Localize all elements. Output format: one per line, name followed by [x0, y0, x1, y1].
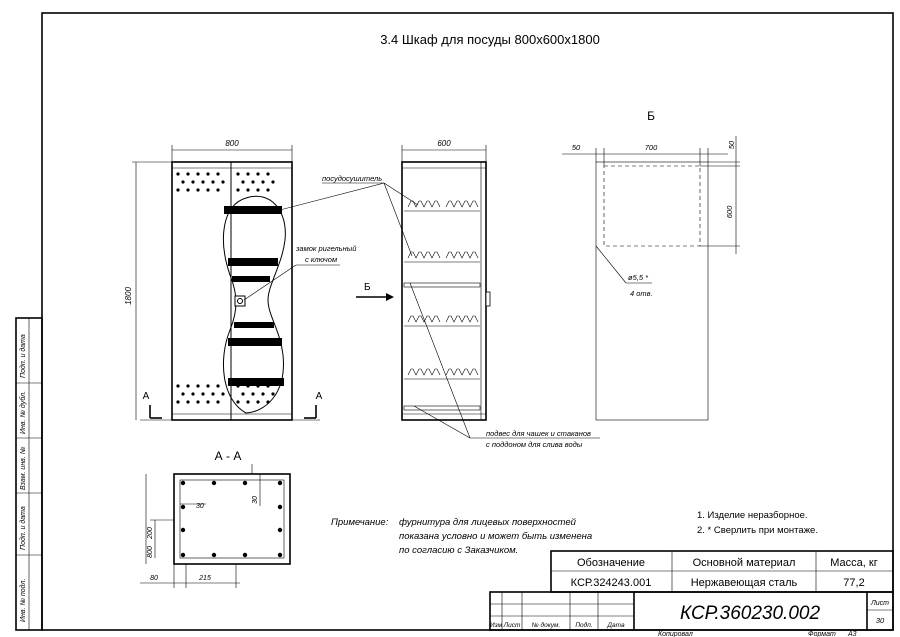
view-b-dim-width: 700	[644, 143, 658, 152]
fastener-dot	[278, 481, 282, 485]
tb-col-date: Дата	[607, 622, 625, 629]
lock-icon	[235, 296, 245, 306]
callout-shelf-line1: подвес для чашек и стаканов	[486, 429, 591, 438]
stamp-text-1: Подп. и дата	[20, 334, 27, 378]
section-mark-right: А	[315, 391, 323, 402]
spec-header-material: Основной материал	[692, 557, 796, 569]
front-width-dim: 800	[225, 139, 239, 148]
perforation-dot	[216, 172, 219, 175]
spec-cell-material: Нержавеющая сталь	[690, 577, 798, 589]
view-arrow-label: Б	[364, 282, 371, 293]
perforation-dot	[211, 392, 214, 395]
perforation-dot	[176, 188, 179, 191]
stamp-text-2: Инв. № дубл.	[20, 390, 27, 434]
callout-lock-line2: с ключом	[305, 255, 338, 264]
perforation-dot	[266, 188, 269, 191]
perforation-dot	[186, 172, 189, 175]
drainer-wire	[446, 201, 478, 207]
perforation-dot	[216, 384, 219, 387]
perforation-dot	[256, 400, 259, 403]
view-b-label: Б	[647, 109, 655, 123]
title-block	[490, 592, 893, 637]
view-b	[562, 109, 740, 420]
fastener-dot	[212, 553, 216, 557]
perforation-dot	[221, 392, 224, 395]
hole-count: 4 отв.	[630, 289, 653, 298]
callout-lock-line1: замок ригельный	[296, 244, 357, 253]
perforation-dot	[206, 384, 209, 387]
stamp-text-5: Инв. № подл.	[20, 578, 27, 622]
perforation-dot	[236, 400, 239, 403]
fastener-dot	[181, 553, 185, 557]
perforation-dot	[261, 392, 264, 395]
drainer-wire	[446, 316, 478, 322]
stamp-text-4: Подп. и дата	[20, 506, 27, 550]
spec-table	[551, 551, 893, 592]
perforation-dot	[236, 188, 239, 191]
perforation-dot	[181, 180, 184, 183]
spec-header-mass: Масса, кг	[830, 557, 878, 569]
perforation-dot	[186, 384, 189, 387]
view-b-dim-right: 50	[727, 140, 736, 150]
requirement-1: 1. Изделие неразборное.	[697, 510, 808, 521]
requirement-2: 2. * Сверлить при монтаже.	[697, 525, 818, 536]
spec-header-designation: Обозначение	[576, 557, 646, 569]
perforation-dot	[271, 180, 274, 183]
drainer-wire	[408, 252, 440, 258]
tb-col-sign: Подп.	[575, 622, 593, 629]
fastener-dot	[212, 481, 216, 485]
perforation-dot	[186, 188, 189, 191]
section-dim-800: 800	[147, 546, 154, 558]
perforation-dot	[176, 172, 179, 175]
note-line-2: показана условно и может быть изменена	[399, 531, 593, 542]
perforation-dot	[211, 180, 214, 183]
section-dim-200: 200	[147, 527, 154, 539]
perforation-dot	[201, 180, 204, 183]
spec-cell-designation: КСР.324243.001	[570, 577, 652, 589]
perforation-dot	[196, 172, 199, 175]
perforation-dot	[256, 172, 259, 175]
view-b-dim-left: 50	[571, 143, 581, 152]
drainer-wire	[446, 252, 478, 258]
perforation-dot	[206, 188, 209, 191]
perforation-dot	[251, 180, 254, 183]
perforation-dot	[246, 188, 249, 191]
note-block	[331, 517, 592, 556]
perforation-dot	[261, 180, 264, 183]
perforation-dot	[176, 400, 179, 403]
drainer-wire	[446, 369, 478, 375]
section-mark-left: А	[142, 391, 150, 402]
fastener-dot	[243, 553, 247, 557]
callout-drainer: посудосушитель	[322, 174, 383, 183]
perforation-dot	[256, 188, 259, 191]
perforation-dot	[251, 392, 254, 395]
side-stamp-column	[16, 318, 42, 630]
side-depth-dim: 600	[437, 139, 451, 148]
side-view	[244, 139, 600, 449]
perforation-dot	[196, 188, 199, 191]
view-b-dim-height: 600	[725, 205, 734, 219]
stamp-text-3: Взам. инв. №	[20, 446, 27, 490]
perforation-dot	[241, 392, 244, 395]
fastener-dot	[181, 528, 185, 532]
section-aa	[140, 449, 290, 588]
perforation-dot	[246, 400, 249, 403]
front-view	[124, 139, 323, 420]
tb-format-value: А3	[848, 631, 857, 637]
perforation-dot	[206, 400, 209, 403]
perforation-dot	[191, 392, 194, 395]
perforation-dot	[241, 180, 244, 183]
fastener-dot	[278, 553, 282, 557]
drainer-wire	[408, 369, 440, 375]
fastener-dot	[278, 505, 282, 509]
section-dim-30-h: 30	[196, 503, 204, 510]
fastener-dot	[278, 528, 282, 532]
perforation-dot	[196, 400, 199, 403]
perforation-dot	[246, 172, 249, 175]
perforation-dot	[206, 172, 209, 175]
spec-cell-mass: 77,2	[843, 577, 865, 589]
tb-designation: КСР.360230.002	[679, 603, 821, 624]
tb-sheet-number: 30	[875, 616, 885, 625]
note-prefix: Примечание:	[331, 517, 389, 528]
section-dim-30-v: 30	[252, 496, 259, 504]
perforation-dot	[236, 172, 239, 175]
note-line-1: фурнитура для лицевых поверхностей	[399, 517, 576, 528]
shelf-tray	[404, 283, 480, 287]
section-dim-215: 215	[199, 575, 211, 582]
perforation-dot	[216, 400, 219, 403]
perforation-dot	[196, 384, 199, 387]
perforation-dot	[271, 392, 274, 395]
drawing-title: 3.4 Шкаф для посуды 800x600x1800	[380, 32, 600, 47]
callout-shelf-line2: с поддоном для слива воды	[486, 440, 583, 449]
dish-drainer-racks	[404, 201, 480, 410]
perforation-dot	[216, 188, 219, 191]
perforation-dot	[186, 400, 189, 403]
tb-format-label: Формат	[808, 631, 836, 637]
section-fastener-dots	[181, 481, 282, 557]
fastener-dot	[243, 481, 247, 485]
hole-label: ø5,5 *	[628, 273, 649, 282]
tb-col-doc: № докум.	[531, 622, 561, 629]
note-line-3: по согласию с Заказчиком.	[399, 545, 519, 556]
perforation-dot	[181, 392, 184, 395]
section-dim-80: 80	[150, 575, 158, 582]
section-aa-label: А - А	[214, 449, 242, 463]
tb-copied: Копировал	[658, 631, 693, 637]
front-height-dim: 1800	[124, 287, 133, 305]
tb-col-list: Лист	[503, 622, 521, 629]
door-band-pattern	[224, 206, 284, 386]
perforation-dot	[201, 392, 204, 395]
fastener-dot	[181, 505, 185, 509]
perforation-dot	[266, 172, 269, 175]
perforation-dot	[191, 180, 194, 183]
perforation-dot	[176, 384, 179, 387]
fastener-dot	[181, 481, 185, 485]
perforation-dot	[221, 180, 224, 183]
tb-sheet-label: Лист	[870, 600, 890, 607]
tb-col-izm: Изм	[489, 622, 503, 629]
